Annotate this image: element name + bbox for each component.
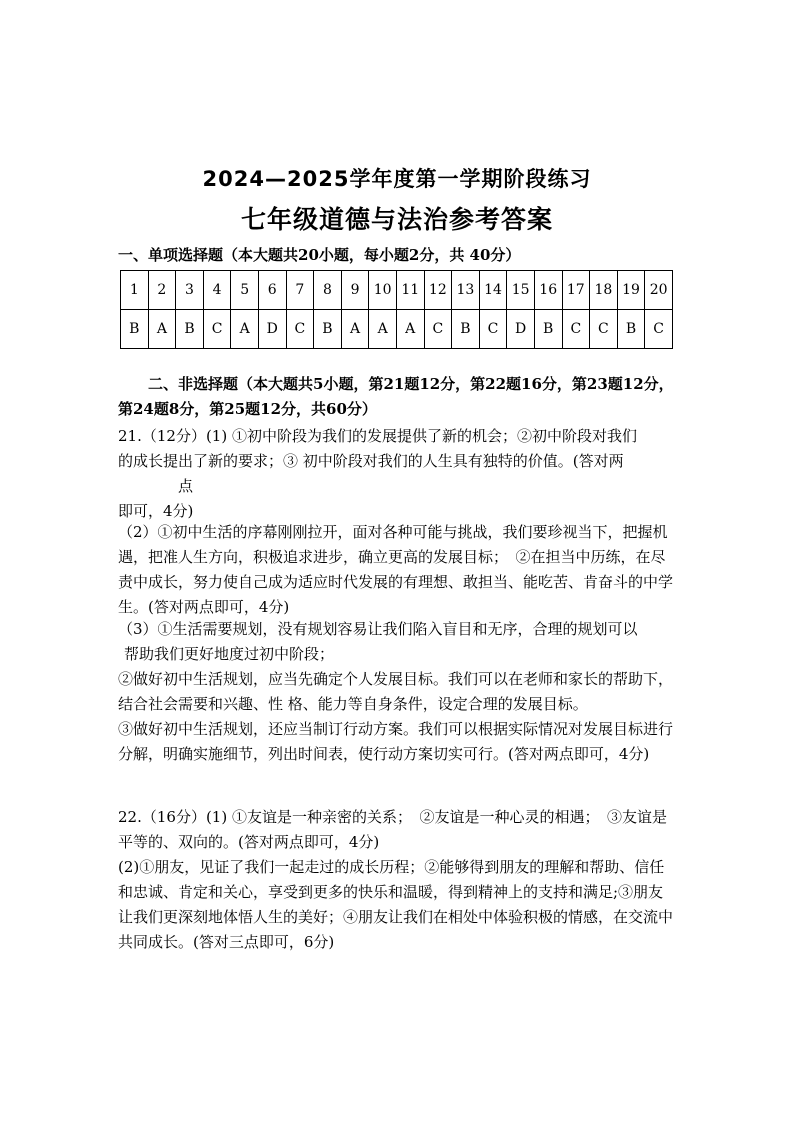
q21-part2-text: （2）①初中生活的序幕刚刚拉开，面对各种可能与挑战，我们要珍视当下，把握机遇，把准人生方向，积极追求进步，确立更高的发展目标； ②在担当中历练，在尽责中成长，努力使自己成为适应时代发展的有理想、敢担当、能吃苦、肯奋斗的中学生。(答对两点即可，4分) <box>118 523 674 616</box>
question-number-cell: 16 <box>534 271 562 310</box>
question-number-cell: 20 <box>645 271 673 310</box>
question-number-row <box>121 271 673 310</box>
section1-heading: 一、单项选择题（本大题共20小题，每小题2分，共 40分） <box>118 246 521 264</box>
exam-title: 2024—2025学年度第一学期阶段练习 <box>202 167 592 191</box>
question-number-cell: 13 <box>452 271 480 310</box>
q21-part1-line: 即可，4分) <box>118 502 194 520</box>
q21-part3-line: ②做好初中生活规划，应当先确定个人发展目标。我们可以在老师和家长的帮助下，结合社会需要和兴趣、性 格、能力等自身条件，设定合理的发展目标。 <box>118 670 674 713</box>
answer-cell: A <box>369 310 397 349</box>
q21-part3-line: （3）①生活需要规划，没有规划容易让我们陷入盲目和无序，合理的规划可以 <box>118 620 638 638</box>
q21-part1-line: 的成长提出了新的要求；③ 初中阶段对我们的人生具有独特的价值。(答对两 <box>118 452 624 470</box>
q22-part1 <box>118 805 678 855</box>
question-number-cell: 15 <box>507 271 535 310</box>
q22-part1-text: 22.（16分）(1) ①友谊是一种亲密的关系； ②友谊是一种心灵的相遇； ③友谊是平等的、双向的。(答对两点即可，4分) <box>118 808 667 851</box>
question-number-cell: 5 <box>231 271 259 310</box>
answer-cell: B <box>534 310 562 349</box>
question-number-cell: 18 <box>590 271 618 310</box>
question-number-cell: 6 <box>258 271 286 310</box>
answer-cell: D <box>258 310 286 349</box>
answer-cell: C <box>590 310 618 349</box>
answer-cell: B <box>452 310 480 349</box>
question-number-cell: 1 <box>121 271 149 310</box>
answer-cell: C <box>479 310 507 349</box>
q21-part3-line: 帮助我们更好地度过初中阶段； <box>124 645 335 663</box>
section2-heading: 二、非选择题（本大题共5小题，第21题12分，第22题16分，第23题12分，第24题8分，第25题12分，共60分） <box>118 375 674 418</box>
answer-cell: A <box>396 310 424 349</box>
question-number-cell: 2 <box>148 271 176 310</box>
answer-key-subtitle: 七年级道德与法治参考答案 <box>240 205 553 234</box>
question-number-cell: 14 <box>479 271 507 310</box>
question-number-cell: 17 <box>562 271 590 310</box>
q21-part3 <box>118 617 678 767</box>
answer-cell: C <box>203 310 231 349</box>
answer-cell: A <box>148 310 176 349</box>
question-number-cell: 7 <box>286 271 314 310</box>
q21-part2 <box>118 520 678 620</box>
answer-cell: B <box>314 310 342 349</box>
answer-cell: C <box>562 310 590 349</box>
question-number-cell: 11 <box>396 271 424 310</box>
answer-row <box>121 310 673 349</box>
q21-part3-line: ③做好初中生活规划，还应当制订行动方案。我们可以根据实际情况对发展目标进行分解，明确实施细节，列出时间表，使行动方案切实可行。(答对两点即可，4分) <box>118 720 674 763</box>
q22-part2 <box>118 855 678 955</box>
question-number-cell: 4 <box>203 271 231 310</box>
question-number-cell: 12 <box>424 271 452 310</box>
q21-part1-line: 点 <box>178 477 194 495</box>
answer-table <box>120 270 673 349</box>
answer-cell: C <box>424 310 452 349</box>
answer-cell: D <box>507 310 535 349</box>
q22-part2-text: (2)①朋友，见证了我们一起走过的成长历程；②能够得到朋友的理解和帮助、信任和忠诚、肯定和关心，享受到更多的快乐和温暖，得到精神上的支持和满足;③朋友让我们更深刻地体悟人生的美好；④朋友让我们在相处中体验积极的情感，在交流中共同成长。(答对三点即可，6分) <box>118 858 674 951</box>
question-number-cell: 8 <box>314 271 342 310</box>
answer-cell: A <box>231 310 259 349</box>
q21-part1-line: 21.（12分）(1) ①初中阶段为我们的发展提供了新的机会；②初中阶段对我们 <box>118 427 637 445</box>
q21-part1 <box>118 424 678 524</box>
answer-cell: A <box>341 310 369 349</box>
answer-cell: B <box>176 310 204 349</box>
question-number-cell: 3 <box>176 271 204 310</box>
answer-cell: C <box>645 310 673 349</box>
question-number-cell: 19 <box>617 271 645 310</box>
question-number-cell: 9 <box>341 271 369 310</box>
answer-cell: B <box>121 310 149 349</box>
question-number-cell: 10 <box>369 271 397 310</box>
answer-cell: C <box>286 310 314 349</box>
answer-cell: B <box>617 310 645 349</box>
